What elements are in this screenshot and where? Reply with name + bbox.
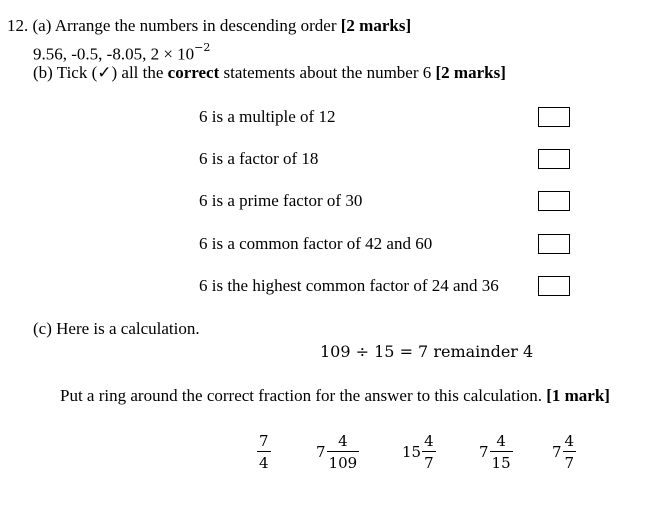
statement-2: 6 is a factor of 18 <box>199 149 319 168</box>
fraction-2-denominator: 109 <box>328 454 358 472</box>
fraction-3-whole: 15 <box>402 443 422 461</box>
fraction-2-numerator: 4 <box>338 432 348 450</box>
part-c-prompt <box>33 319 200 339</box>
fraction-5-whole: 7 <box>552 443 562 461</box>
tick-box-2[interactable] <box>538 149 570 169</box>
part-b-text-bold: correct <box>167 63 220 82</box>
statement-5: 6 is the highest common factor of 24 and 36 <box>199 276 499 295</box>
fraction-5-bar <box>563 451 577 452</box>
fraction-2-bar <box>327 451 360 452</box>
part-c-marks: [1 mark] <box>546 386 610 405</box>
part-c-calculation: 109 ÷ 15 = 7 remainder 4 <box>320 342 534 361</box>
fraction-5-numerator: 4 <box>564 432 575 450</box>
part-c-instruction-line <box>60 386 610 406</box>
part-a-marks: [2 marks] <box>340 16 412 35</box>
part-b-label: (b) <box>33 63 53 82</box>
fraction-4-numerator: 4 <box>496 432 506 450</box>
part-a-exponent: −2 <box>194 41 211 54</box>
tick-box-4[interactable] <box>538 234 570 254</box>
fraction-option-4[interactable] <box>479 428 513 476</box>
fraction-4-whole: 7 <box>479 443 489 461</box>
fraction-4-bar <box>490 451 513 452</box>
tick-box-1[interactable] <box>538 107 570 127</box>
fraction-3-numerator: 4 <box>424 432 434 450</box>
question-12a-line <box>7 16 411 36</box>
fraction-option-2[interactable] <box>316 428 359 476</box>
tick-box-3[interactable] <box>538 191 570 211</box>
fraction-5-denominator: 7 <box>564 454 575 472</box>
question-number: 12. <box>7 16 29 35</box>
fraction-4-denominator: 15 <box>491 454 511 472</box>
fraction-1-bar <box>257 451 271 452</box>
fraction-4 <box>490 432 513 472</box>
fraction-5 <box>563 432 577 472</box>
fraction-option-3[interactable] <box>402 428 436 476</box>
statement-3: 6 is a prime factor of 30 <box>199 191 363 210</box>
part-c-label: (c) <box>33 319 52 338</box>
part-c-text: Here is a calculation. <box>56 319 200 338</box>
part-a-label: (a) <box>32 16 52 35</box>
fraction-option-1[interactable] <box>257 428 271 476</box>
part-b-text-after: statements about the number 6 <box>223 63 432 82</box>
part-b-prompt <box>33 63 506 83</box>
tick-box-5[interactable] <box>538 276 570 296</box>
part-a-text: Arrange the numbers in descending order <box>54 16 337 35</box>
fraction-1 <box>257 432 271 472</box>
part-a-numbers <box>33 40 210 65</box>
part-c-instruction: Put a ring around the correct fraction for the answer to this calculation. <box>60 386 542 405</box>
part-a-numbers-text: 9.56, -0.5, -8.05, 2 × 10 <box>33 44 195 64</box>
fraction-3-bar <box>422 451 436 452</box>
fraction-option-5[interactable] <box>552 428 576 476</box>
statement-4: 6 is a common factor of 42 and 60 <box>199 234 433 253</box>
fraction-3 <box>422 432 436 472</box>
fraction-3-denominator: 7 <box>424 454 434 472</box>
part-b-marks: [2 marks] <box>435 63 506 82</box>
fraction-2 <box>327 432 360 472</box>
statement-1: 6 is a multiple of 12 <box>199 107 336 126</box>
fraction-1-denominator: 4 <box>259 454 269 472</box>
part-b-text-before: Tick (✓) all the <box>56 63 164 82</box>
fraction-1-numerator: 7 <box>259 432 269 450</box>
fraction-2-whole: 7 <box>316 443 326 461</box>
